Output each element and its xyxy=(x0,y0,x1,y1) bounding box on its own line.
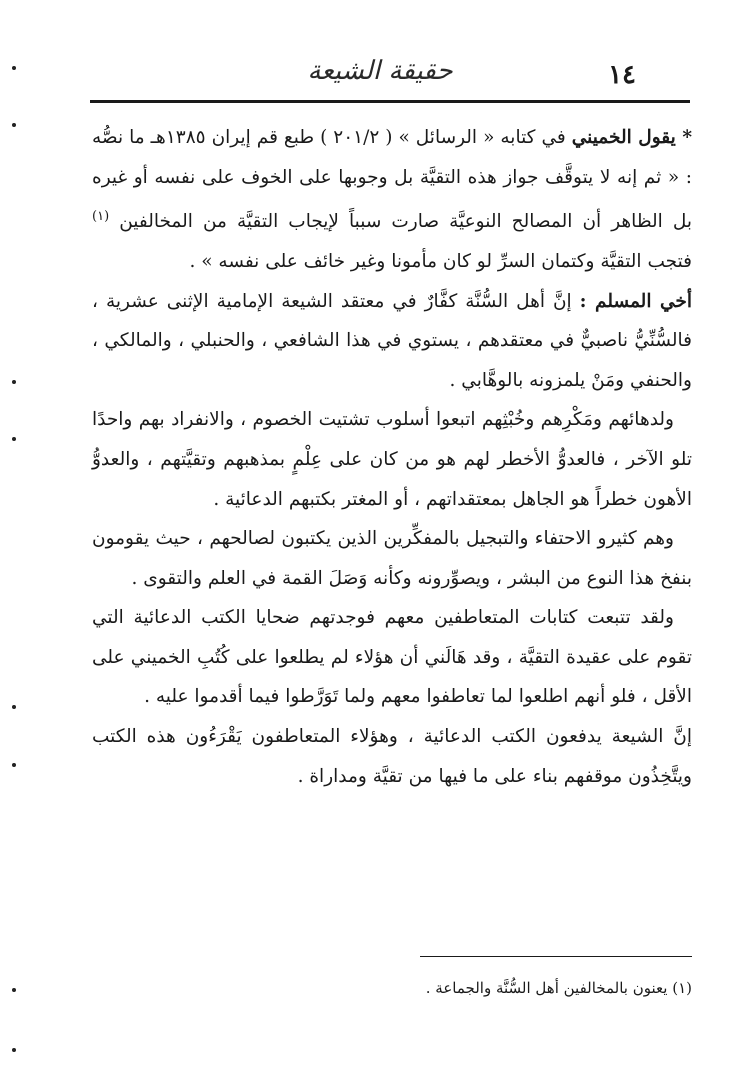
paragraph-text-tail: فتجب التقيَّة وكتمان السرِّ لو كان مأمونا وغير خائف على نفسه » . xyxy=(189,250,692,272)
page-number: ١٤ xyxy=(608,60,636,90)
paragraph-sympathizers: ولقد تتبعت كتابات المتعاطفين معهم فوجدتهم ضحايا الكتب الدعائية التي تقوم على عقيدة التقيَّة ، وقد هَالَني أن هؤلاء لم يطلعوا على كُتُبِ الخميني على الأقل ، فلو أنهم اطلعوا لما تعاطفوا معهم ولما تَوَرَّطوا فيما أقدموا عليه . xyxy=(92,607,692,708)
paragraph-brother-muslim xyxy=(92,282,692,401)
footnote xyxy=(92,975,692,1001)
footnote-marker: (١) xyxy=(672,979,692,997)
paragraph-text: إنَّ أهل السُّنَّة كفَّارٌ في معتقد الشيعة الإمامية الإثنى عشرية ، فالسُّنِّيُّ ناصبيٌّ في معتقدهم ، يستوي في هذا الشافعي ، والحنبلي ، والمالكي ، والحنفي ومَنْ يلمزونه بالوهَّابي . xyxy=(92,290,692,391)
paragraph-propaganda-books: إنَّ الشيعة يدفعون الكتب الدعائية ، وهؤلاء المتعاطفون يَقْرَءُون هذه الكتب ويتَّخِذُون موقفهم بناء على ما فيها من تقيَّة ومداراة . xyxy=(92,726,692,787)
running-title: حقيقة الشيعة xyxy=(307,56,453,86)
footnote-reference: (١) xyxy=(92,209,110,225)
body-text xyxy=(92,118,692,796)
paragraph-lead: أخي المسلم : xyxy=(579,290,692,312)
scan-speck xyxy=(12,988,16,992)
paragraph-khomeini-quote xyxy=(92,118,692,282)
paragraph-lead: * يقول الخميني xyxy=(571,127,693,148)
scan-speck xyxy=(12,66,16,70)
paragraph-text: في كتابه « الرسائل » ( ٢٠١/٢ ) طبع قم إيران ١٣٨٥هـ ما نصُّه : « ثم إنه لا يتوقَّف جواز هذه التقيَّة بل وجوبها على الخوف على نفسه أو غيره بل الظاهر أن المصالح النوعيَّة صارت سبباً لإيجاب التقيَّة من المخالفين xyxy=(92,127,692,233)
scan-speck xyxy=(12,437,16,441)
header-rule xyxy=(90,100,690,103)
footnote-text: يعنون بالمخالفين أهل السُّنَّة والجماعة . xyxy=(425,979,673,997)
paragraph-tactics: ولدهائهم ومَكْرِهم وخُبْثِهم اتبعوا أسلوب تشتيت الخصوم ، والانفراد بهم واحدًا تلو الآخر ، فالعدوُّ الأخطر لهم هو من كان على عِلْمٍ بمذهبهم وتقيَّتهم ، والعدوُّ الأهون خطراً هو الجاهل بمعتقداتهم ، أو المغتر بكتبهم الدعائية . xyxy=(92,409,692,510)
scan-speck xyxy=(12,1048,16,1052)
scan-speck xyxy=(12,705,16,709)
scan-speck xyxy=(12,380,16,384)
scan-speck xyxy=(12,123,16,127)
footnote-rule xyxy=(420,956,692,957)
paragraph-thinkers: وهم كثيرو الاحتفاء والتبجيل بالمفكِّرين الذين يكتبون لصالحهم ، حيث يقومون بنفخ هذا النوع من البشر ، ويصوِّرونه وكأنه وَصَلَ القمة في العلم والتقوى . xyxy=(92,528,692,589)
scan-speck xyxy=(12,763,16,767)
